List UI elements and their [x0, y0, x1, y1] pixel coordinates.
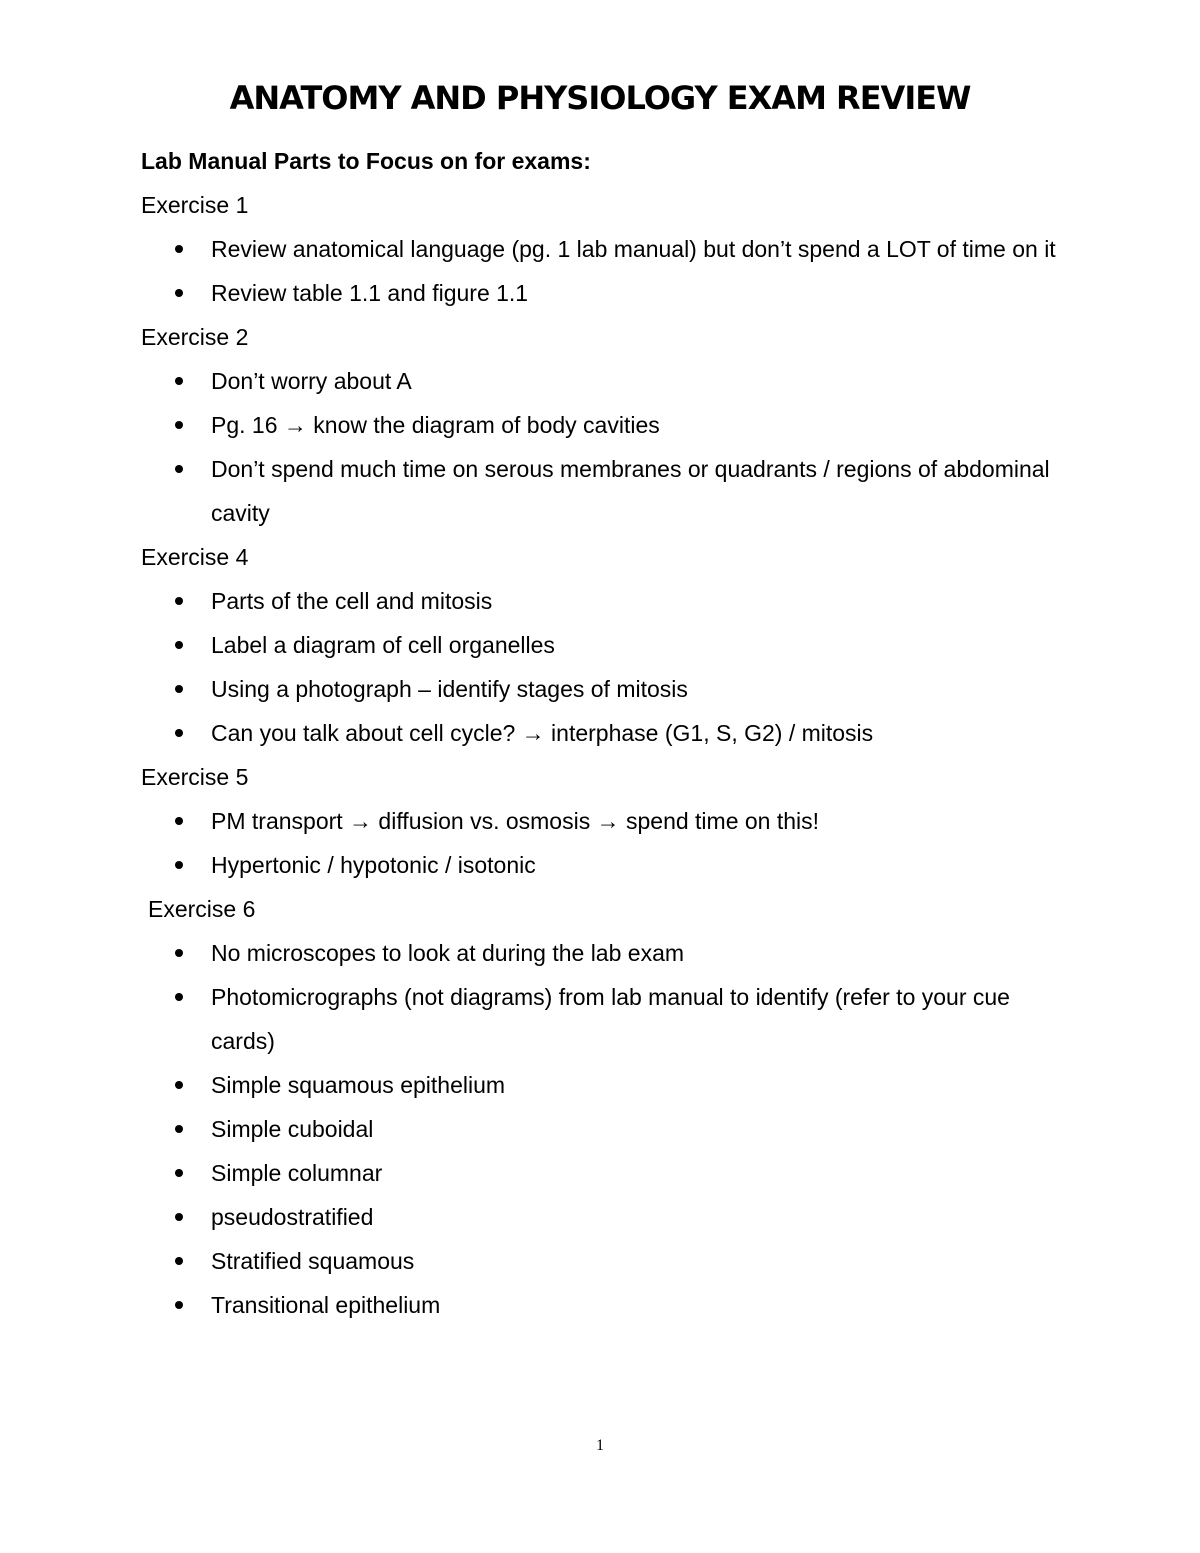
bullet-list	[141, 799, 1071, 887]
bullet-icon	[175, 597, 183, 605]
bullet-icon	[175, 817, 183, 825]
list-item	[141, 711, 1071, 755]
list-item	[141, 271, 1071, 315]
list-item-text: Photomicrographs (not diagrams) from lab manual to identify (refer to your cue cards)	[211, 984, 1010, 1054]
list-item-text: Review table 1.1 and figure 1.1	[211, 280, 529, 306]
bullet-icon	[175, 1301, 183, 1309]
list-item-text: Don’t worry about A	[211, 368, 412, 394]
list-item	[141, 667, 1071, 711]
list-item-text: Transitional epithelium	[211, 1292, 441, 1318]
list-item	[141, 1283, 1071, 1327]
list-item-text: Can you talk about cell cycle? → interphase (G1, S, G2) / mitosis	[211, 720, 874, 746]
bullet-list	[141, 227, 1071, 315]
list-item-text: Hypertonic / hypotonic / isotonic	[211, 852, 536, 878]
bullet-icon	[175, 729, 183, 737]
list-item-text: Don’t spend much time on serous membranes or quadrants / regions of abdominal cavity	[211, 456, 1050, 526]
bullet-icon	[175, 949, 183, 957]
exercise-heading: Exercise 4	[141, 544, 249, 570]
list-item	[141, 1107, 1071, 1151]
bullet-list	[141, 931, 1071, 1327]
list-item-text: Simple cuboidal	[211, 1116, 374, 1142]
bullet-icon	[175, 289, 183, 297]
list-item-text: Review anatomical language (pg. 1 lab manual) but don’t spend a LOT of time on it	[211, 236, 1056, 262]
list-item	[141, 227, 1071, 271]
list-item	[141, 975, 1071, 1063]
list-item	[141, 579, 1071, 623]
list-item	[141, 1239, 1071, 1283]
bullet-icon	[175, 1081, 183, 1089]
bullet-icon	[175, 1169, 183, 1177]
bullet-icon	[175, 685, 183, 693]
exercise-heading: Exercise 1	[141, 192, 249, 218]
list-item-text: Simple squamous epithelium	[211, 1072, 506, 1098]
bullet-icon	[175, 861, 183, 869]
section-subheading: Lab Manual Parts to Focus on for exams:	[141, 148, 591, 174]
list-item	[141, 843, 1071, 887]
bullet-list	[141, 579, 1071, 755]
bullet-icon	[175, 641, 183, 649]
list-item-text: Parts of the cell and mitosis	[211, 588, 493, 614]
list-item-text: Using a photograph – identify stages of mitosis	[211, 676, 688, 702]
bullet-icon	[175, 245, 183, 253]
bullet-icon	[175, 1257, 183, 1265]
list-item	[141, 1195, 1071, 1239]
exercise-heading: Exercise 5	[141, 764, 249, 790]
bullet-icon	[175, 1213, 183, 1221]
list-item-text: Simple columnar	[211, 1160, 383, 1186]
list-item	[141, 623, 1071, 667]
list-item	[141, 1151, 1071, 1195]
list-item-text: No microscopes to look at during the lab exam	[211, 940, 685, 966]
bullet-icon	[175, 465, 183, 473]
list-item	[141, 799, 1071, 843]
list-item	[141, 403, 1071, 447]
exercise-heading: Exercise 2	[141, 324, 249, 350]
page-number: 1	[596, 1437, 604, 1454]
list-item	[141, 447, 1071, 535]
bullet-icon	[175, 1125, 183, 1133]
list-item-text: Stratified squamous	[211, 1248, 415, 1274]
list-item	[141, 931, 1071, 975]
document-body	[141, 139, 1071, 1327]
bullet-icon	[175, 421, 183, 429]
list-item-text: PM transport → diffusion vs. osmosis → spend time on this!	[211, 808, 820, 834]
bullet-list	[141, 359, 1071, 535]
list-item-text: pseudostratified	[211, 1204, 374, 1230]
bullet-icon	[175, 993, 183, 1001]
document-title: ANATOMY AND PHYSIOLOGY EXAM REVIEW	[229, 79, 971, 117]
bullet-icon	[175, 377, 183, 385]
exercise-heading: Exercise 6	[148, 896, 256, 922]
list-item	[141, 359, 1071, 403]
list-item-text: Label a diagram of cell organelles	[211, 632, 555, 658]
list-item	[141, 1063, 1071, 1107]
list-item-text: Pg. 16 → know the diagram of body cavities	[211, 412, 660, 438]
